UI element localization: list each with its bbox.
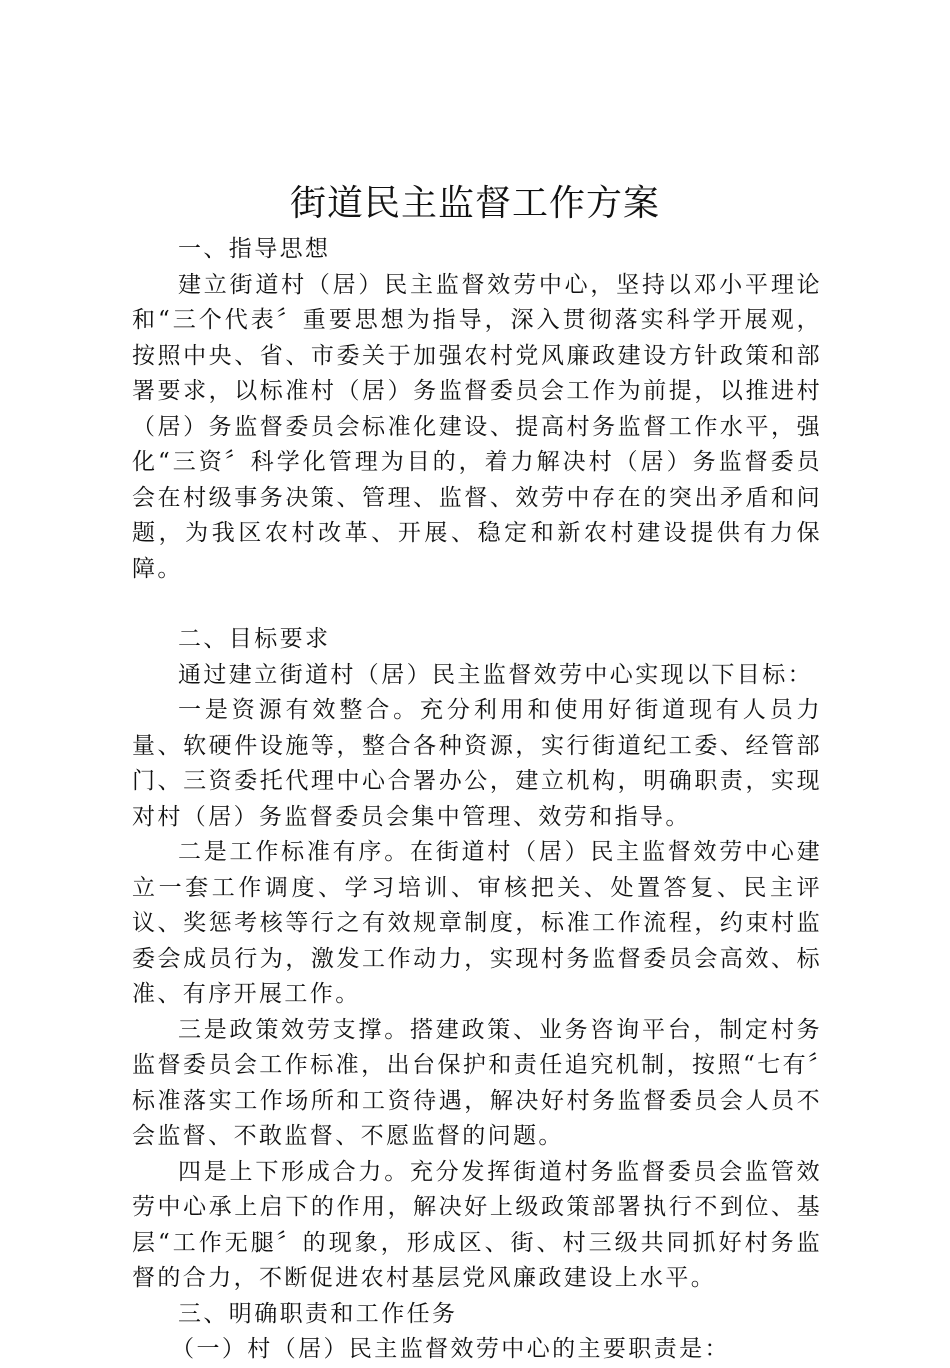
paragraph-objective-3: 三是政策效劳支撑。搭建政策、业务咨询平台，制定村务监督委员会工作标准，出台保护和责任追究机制，按照“七有〞标准落实工作场所和工资待遇，解决好村务监督委员会人员不会监督、不敢监督、不愿监督的问题。 — [132, 1016, 822, 1149]
section-heading-duties: 三、明确职责和工作任务 — [178, 1300, 458, 1327]
subsection-heading-main-duties: （一）村（居）民主监督效劳中心的主要职责是： — [171, 1336, 730, 1362]
paragraph-guiding-ideology: 建立街道村（居）民主监督效劳中心，坚持以邓小平理论和“三个代表〞重要思想为指导，深入贯彻落实科学开展观，按照中央、省、市委关于加强农村党风廉政建设方针政策和部署要求，以标准村（居）务监督委员会工作为前提，以推进村（居）务监督委员会标准化建设、提高村务监督工作水平，强化“三资〞科学化管理为目的，着力解决村（居）务监督委员会在村级事务决策、管理、监督、效劳中存在的突出矛盾和问题，为我区农村改革、开展、稳定和新农村建设提供有力保障。 — [132, 271, 822, 582]
section-heading-objectives: 二、目标要求 — [178, 626, 331, 652]
document-body — [132, 232, 822, 1368]
section-heading-guiding-ideology: 一、指导思想 — [178, 236, 331, 262]
paragraph-objective-2: 二是工作标准有序。在街道村（居）民主监督效劳中心建立一套工作调度、学习培训、审核把关、处置答复、民主评议、奖惩考核等行之有效规章制度，标准工作流程，约束村监委会成员行为，激发工作动力，实现村务监督委员会高效、标准、有序开展工作。 — [132, 839, 822, 1007]
paragraph-objectives-intro: 通过建立街道村（居）民主监督效劳中心实现以下目标： — [178, 661, 813, 688]
document-title: 街道民主监督工作方案 — [289, 183, 660, 224]
paragraph-spacer — [132, 587, 822, 622]
paragraph-objective-1: 一是资源有效整合。充分利用和使用好街道现有人员力量、软硬件设施等，整合各种资源，实行街道纪工委、经管部门、三资委托代理中心合署办公，建立机构，明确职责，实现对村（居）务监督委员会集中管理、效劳和指导。 — [132, 697, 822, 830]
paragraph-objective-4: 四是上下形成合力。充分发挥街道村务监督委员会监管效劳中心承上启下的作用，解决好上级政策部署执行不到位、基层“工作无腿〞的现象，形成区、街、村三级共同抓好村务监督的合力，不断促进农村基层党风廉政建设上水平。 — [132, 1158, 822, 1291]
